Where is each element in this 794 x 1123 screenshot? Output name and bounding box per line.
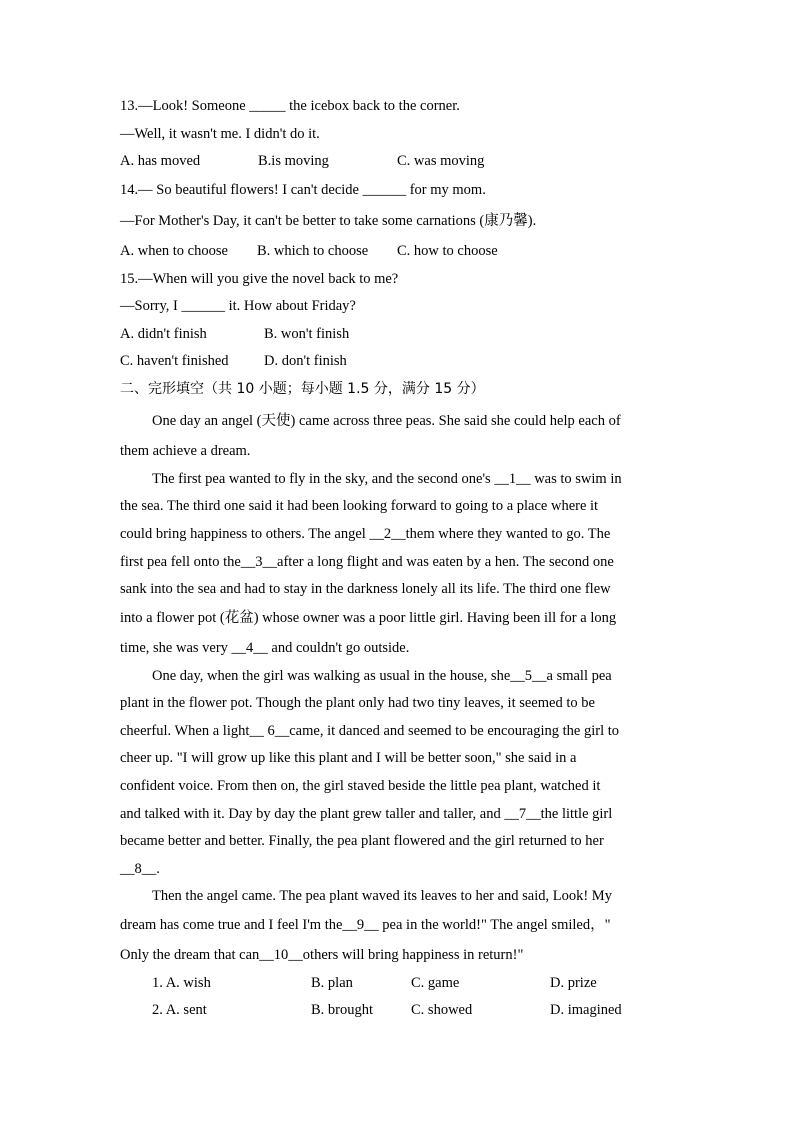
answer-row-2 <box>152 1001 622 1019</box>
passage-line: and talked with it. Day by day the plant grew taller and taller, and __7__the little girl <box>120 806 613 822</box>
q13-option-c: C. was moving <box>397 153 485 169</box>
passage-line: sank into the sea and had to stay in the darkness lonely all its life. The third one flew <box>120 581 611 597</box>
passage-line: confident voice. From then on, the girl staved beside the little pea plant, watched it <box>120 778 601 794</box>
q14-options <box>120 242 498 260</box>
q14-option-c: C. how to choose <box>397 243 498 259</box>
passage-line: __8__. <box>120 861 160 877</box>
answer-2-option-a: 2. A. sent <box>152 1002 207 1018</box>
passage-line: into a flower pot (花盆) whose owner was a poor little girl. Having been ill for a long <box>120 610 617 626</box>
passage-line: One day, when the girl was walking as usual in the house, she__5__a small pea <box>152 668 612 684</box>
answer-1-option-a: 1. A. wish <box>152 975 211 991</box>
passage-line: plant in the flower pot. Though the plant only had two tiny leaves, it seemed to be <box>120 695 595 711</box>
passage-line: cheerful. When a light__ 6__came, it danced and seemed to be encouraging the girl to <box>120 723 619 739</box>
passage-line: One day an angel (天使) came across three peas. She said she could help each of <box>152 413 621 429</box>
q15-reply: —Sorry, I ______ it. How about Friday? <box>120 298 356 314</box>
passage-line: Only the dream that can__10__others will bring happiness in return!" <box>120 947 524 963</box>
passage-line: first pea fell onto the__3__after a long flight and was eaten by a hen. The second one <box>120 554 614 570</box>
passage-line: became better and better. Finally, the pea plant flowered and the girl returned to her <box>120 833 604 849</box>
passage-line: Then the angel came. The pea plant waved its leaves to her and said, Look! My <box>152 888 612 904</box>
passage-line: them achieve a dream. <box>120 443 251 459</box>
answer-1-option-d: D. prize <box>550 975 597 991</box>
q13-stem: 13.—Look! Someone _____ the icebox back to the corner. <box>120 98 460 114</box>
q15-option-c: C. haven't finished <box>120 353 229 369</box>
q13-reply: —Well, it wasn't me. I didn't do it. <box>120 126 320 142</box>
answer-2-option-d: D. imagined <box>550 1002 622 1018</box>
passage-line: The first pea wanted to fly in the sky, and the second one's __1__ was to swim in <box>152 471 622 487</box>
q13-option-b: B.is moving <box>258 153 329 169</box>
passage-line: the sea. The third one said it had been looking forward to going to a place where it <box>120 498 599 514</box>
passage-line: time, she was very __4__ and couldn't go outside. <box>120 640 410 656</box>
answer-2-option-c: C. showed <box>411 1002 473 1018</box>
q13-options <box>120 152 484 170</box>
q15-options-row1 <box>120 325 349 343</box>
answer-1-option-c: C. game <box>411 975 460 991</box>
q15-stem: 15.—When will you give the novel back to me? <box>120 271 399 287</box>
passage-line: cheer up. "I will grow up like this plant and I will be better soon," she said in a <box>120 750 577 766</box>
section-title: 二、完形填空（共 10 小题；每小题 1.5 分，满分 15 分） <box>120 381 485 397</box>
q15-option-d: D. don't finish <box>264 353 347 369</box>
q15-option-b: B. won't finish <box>264 326 350 342</box>
q14-option-a: A. when to choose <box>120 243 228 259</box>
answer-2-option-b: B. brought <box>311 1002 374 1018</box>
passage-line: dream has come true and I feel I'm the__9__ pea in the world!" The angel smiled，" <box>120 917 611 933</box>
q13-option-a: A. has moved <box>120 153 201 169</box>
answer-row-1 <box>152 974 597 992</box>
q15-option-a: A. didn't finish <box>120 326 207 342</box>
answer-1-option-b: B. plan <box>311 975 353 991</box>
passage-line: could bring happiness to others. The angel __2__them where they wanted to go. The <box>120 526 611 542</box>
q14-reply: —For Mother's Day, it can't be better to take some carnations (康乃馨). <box>120 213 537 229</box>
q14-stem: 14.— So beautiful flowers! I can't decide ______ for my mom. <box>120 182 486 198</box>
q15-options-row2 <box>120 352 347 370</box>
q14-option-b: B. which to choose <box>257 243 369 259</box>
